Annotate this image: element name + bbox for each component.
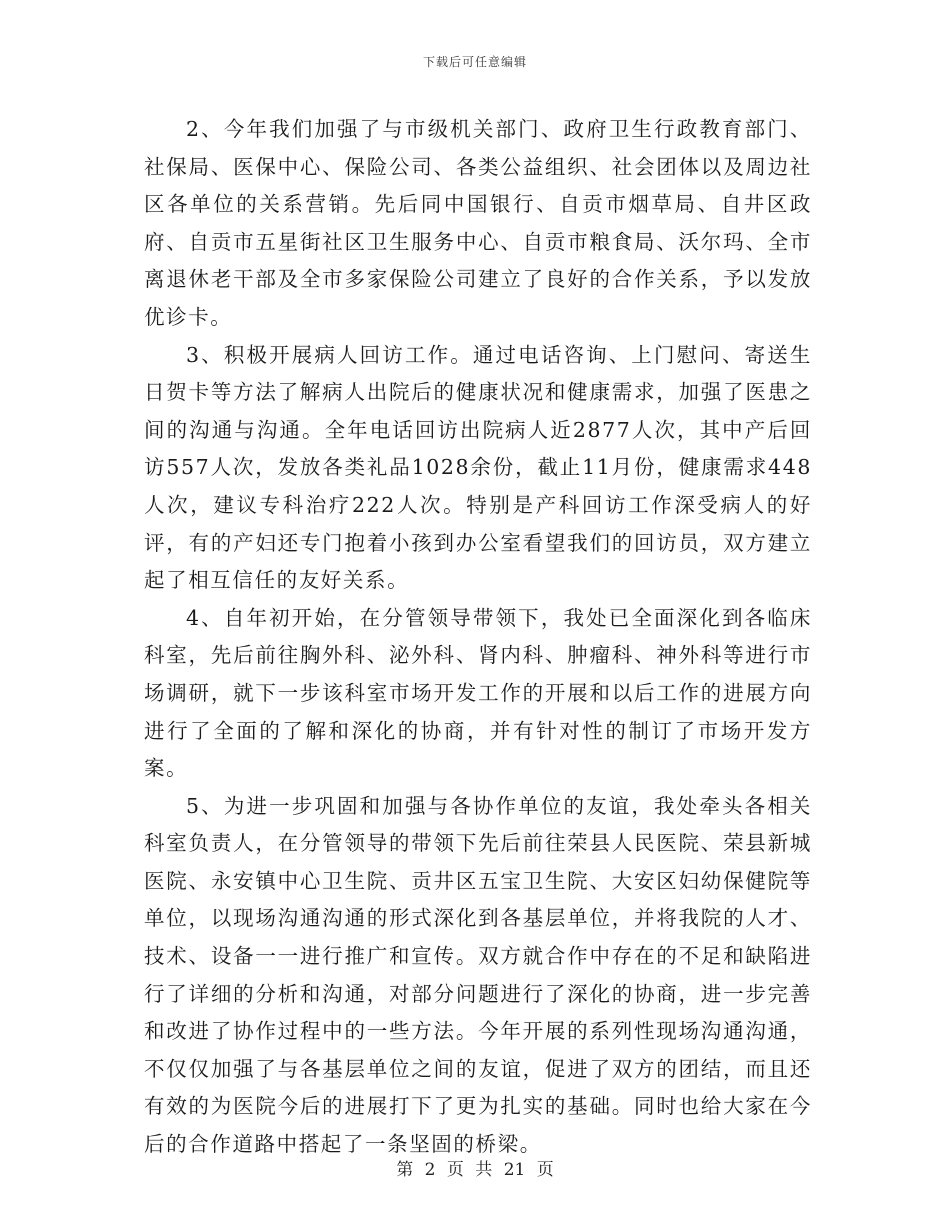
page-footer: 第 2 页 共 21 页: [396, 1160, 554, 1180]
paragraph-4: 4、自年初开始，在分管领导带领下，我处已全面深化到各临床科室，先后前往胸外科、泌外科、肾内科、肿瘤科、神外科等进行市场调研，就下一步该科室市场开发工作的开展和以后工作的进展方向进行了全面的了解和深化的协商，并有针对性的制订了市场开发方案。: [144, 605, 812, 781]
paragraph-2: 2、今年我们加强了与市级机关部门、政府卫生行政教育部门、社保局、医保中心、保险公司、各类公益组织、社会团体以及周边社区各单位的关系营销。先后同中国银行、自贡市烟草局、自井区政府、自贡市五星街社区卫生服务中心、自贡市粮食局、沃尔玛、全市离退休老干部及全市多家保险公司建立了良好的合作关系，予以发放优诊卡。: [144, 117, 812, 329]
paragraph-5: 5、为进一步巩固和加强与各协作单位的友谊，我处牵头各相关科室负责人，在分管领导的带领下先后前往荣县人民医院、荣县新城医院、永安镇中心卫生院、贡井区五宝卫生院、大安区妇幼保健院等单位，以现场沟通沟通的形式深化到各基层单位，并将我院的人才、技术、设备一一进行推广和宣传。双方就合作中存在的不足和缺陷进行了详细的分析和沟通，对部分问题进行了深化的协商，进一步完善和改进了协作过程中的一些方法。今年开展的系列性现场沟通沟通，不仅仅加强了与各基层单位之间的友谊，促进了双方的团结，而且还有效的为医院今后的进展打下了更为扎实的基础。同时也给大家在今后的合作道路中搭起了一条坚固的桥梁。: [144, 793, 812, 1157]
page-header: 下载后可任意编辑: [422, 55, 527, 69]
paragraph-3: 3、积极开展病人回访工作。通过电话咨询、上门慰问、寄送生日贺卡等方法了解病人出院后的健康状况和健康需求，加强了医患之间的沟通与沟通。全年电话回访出院病人近2877人次，其中产后回访557人次，发放各类礼品1028余份，截止11月份，健康需求448人次，建议专科治疗222人次。特别是产科回访工作深受病人的好评，有的产妇还专门抱着小孩到办公室看望我们的回访员，双方建立起了相互信任的友好关系。: [144, 342, 812, 593]
document-body: [144, 111, 812, 1164]
